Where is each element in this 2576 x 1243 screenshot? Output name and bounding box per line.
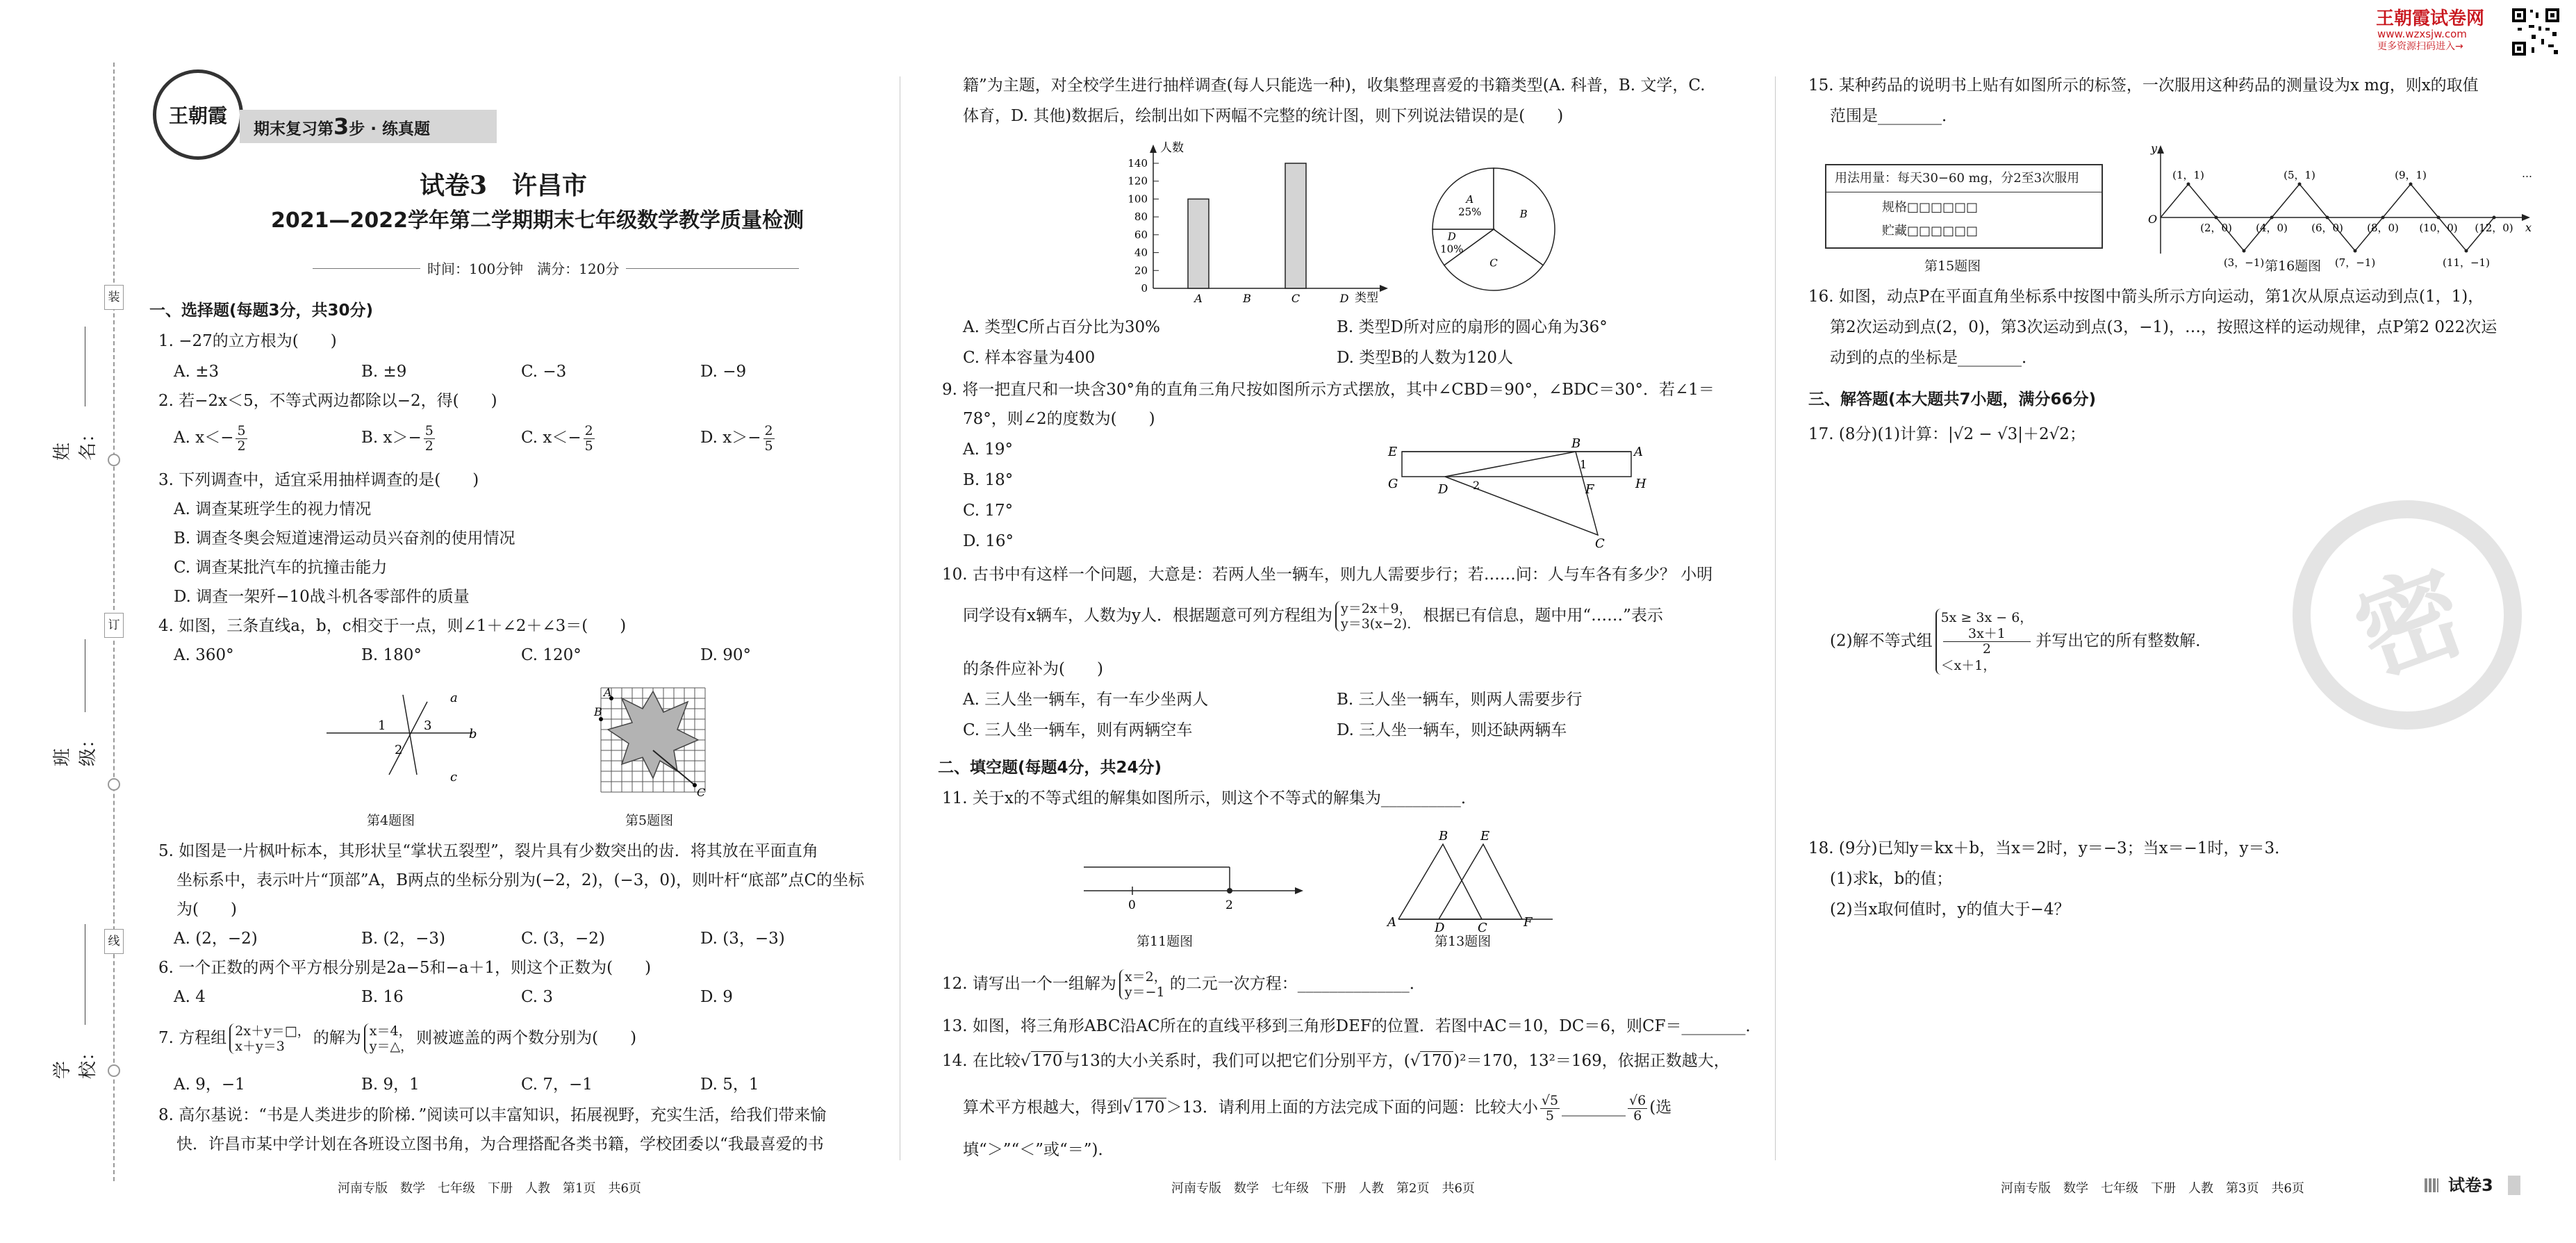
- q3-option-a[interactable]: A. 调查某班学生的视力情况: [174, 500, 372, 518]
- q5-line-3: 为( ): [176, 900, 237, 919]
- q8-option-b[interactable]: B. 类型D所对应的扇形的圆心角为36°: [1337, 318, 1608, 336]
- q9-line-2: 78°，则∠2的度数为( ): [963, 410, 1155, 428]
- q9-label-a: A: [1634, 445, 1643, 459]
- page-tag-icon: [2425, 1178, 2438, 1192]
- q3-option-d[interactable]: D. 调查一架歼−10战斗机各零部件的质量: [174, 588, 470, 606]
- q12-stem: 12. 请写出一个一组解为 x＝2， y＝−1 的二元一次方程：______________．: [942, 969, 1426, 1000]
- q17-part2-answer-area[interactable]: [1808, 674, 2253, 827]
- q16-point: [2381, 216, 2385, 220]
- q5-line-1: 5. 如图是一片枫叶标本，其形状呈“掌状五裂型”，裂片具有少数突出的齿．将其放在平面直角: [158, 842, 818, 860]
- q7-stem: 7. 方程组 2x＋y＝□， x＋y＝3 的解为 x＝4， y＝△， 则被遮盖的两个数分别为( ): [158, 1023, 637, 1054]
- binding-seal-2: 订: [104, 613, 124, 638]
- q16-point-label: (10，0): [2419, 222, 2458, 234]
- q8-pie-chart: [1424, 160, 1563, 299]
- x-axis-arrow-icon: [1380, 285, 1388, 292]
- q6-option-a[interactable]: A. 4: [174, 988, 206, 1006]
- brand-logo-text: 王朝霞: [168, 104, 227, 127]
- q5-option-a[interactable]: A. (2，−2): [174, 930, 258, 948]
- q16-point-label: (5，1): [2284, 169, 2315, 181]
- bar-chart-ytick-label: 120: [1128, 174, 1148, 188]
- q5-option-d[interactable]: D. (3，−3): [700, 930, 785, 948]
- q16-point: [2409, 183, 2413, 186]
- site-title: 王朝霞试卷网: [2376, 8, 2485, 29]
- q16-axis-x: x: [2525, 221, 2532, 234]
- x-axis-arrow-icon: [2522, 214, 2530, 221]
- pie-label: D: [1447, 230, 1456, 243]
- q4-figure-caption: 第4题图: [367, 813, 415, 828]
- q16-ellipsis: …: [2522, 167, 2532, 180]
- q6-option-d[interactable]: D. 9: [700, 988, 733, 1006]
- q16-point-label: (3，−1): [2223, 256, 2265, 269]
- q4-label-c: c: [450, 770, 458, 784]
- q17-part-1: 17. (8分)(1)计算：|√2 − √3|＋2√2；: [1808, 425, 2086, 443]
- q4-option-a[interactable]: A. 360°: [174, 646, 234, 664]
- q10-option-a[interactable]: A. 三人坐一辆车，有一车少坐两人: [963, 691, 1209, 709]
- footer-page-1: 河南专版 数学 七年级 下册 人教 第1页 共6页: [338, 1181, 641, 1196]
- q6-option-b[interactable]: B. 16: [361, 988, 404, 1006]
- q13-figure: [1386, 830, 1601, 935]
- q11-stem: 11. 关于x的不等式组的解集如图所示，则这个不等式的解集为__________．: [942, 789, 1477, 807]
- q9-label-h: H: [1635, 477, 1646, 491]
- q9-option-b[interactable]: B. 18°: [963, 471, 1014, 489]
- q1-stem: 1. −27的立方根为( ): [158, 332, 337, 350]
- q16-point: [2298, 183, 2302, 186]
- q7-option-c[interactable]: C. 7，−1: [521, 1076, 593, 1094]
- q1-option-c[interactable]: C. −3: [521, 363, 567, 381]
- pie-label: B: [1519, 208, 1528, 221]
- pie-label: A: [1466, 192, 1474, 206]
- bar-chart-category-label: A: [1194, 292, 1203, 305]
- q6-stem: 6. 一个正数的两个平方根分别是2a−5和−a＋1，则这个正数为( ): [158, 959, 652, 977]
- q5-option-b[interactable]: B. (2，−3): [361, 930, 446, 948]
- q13-label-b: B: [1439, 829, 1448, 843]
- q16-point-label: (4，0): [2256, 222, 2288, 234]
- q12-answer-blank[interactable]: ______________．: [1297, 975, 1426, 993]
- school-field[interactable]: [52, 924, 99, 1079]
- q17-answer-area[interactable]: [1808, 452, 2253, 591]
- section3-title: 三、解答题(本大题共7小题，满分66分): [1808, 390, 2097, 409]
- q7-option-d[interactable]: D. 5，1: [700, 1076, 759, 1094]
- bar-chart-ytick-label: 100: [1128, 192, 1148, 206]
- q16-point: [2437, 216, 2441, 220]
- q1-option-d[interactable]: D. −9: [700, 363, 747, 381]
- bar-chart-ytick-label: 140: [1128, 157, 1148, 170]
- page-tag-mark: [2508, 1176, 2520, 1195]
- q9-option-a[interactable]: A. 19°: [963, 441, 1013, 459]
- site-note: 更多资源扫码进入→: [2377, 41, 2463, 52]
- q2-stem: 2. 若−2x＜5，不等式两边都除以−2，得( ): [158, 392, 497, 410]
- q16-point: [2326, 216, 2329, 220]
- pie-label: C: [1489, 256, 1498, 270]
- q15-label-storage: 贮藏□□□□□□: [1882, 224, 1979, 238]
- y-axis-arrow-icon: [2157, 145, 2164, 154]
- q16-point: [2270, 216, 2274, 220]
- q5-label-a: A: [604, 686, 612, 699]
- q16-point: [2215, 216, 2218, 220]
- y-axis-arrow-icon: [1150, 145, 1157, 153]
- q8-option-c[interactable]: C. 样本容量为400: [963, 349, 1096, 367]
- section2-title: 二、填空题(每题4分，共24分): [938, 759, 1162, 777]
- q10-option-b[interactable]: B. 三人坐一辆车，则两人需要步行: [1337, 691, 1583, 709]
- bar-chart-xlabel: 类型: [1355, 291, 1378, 305]
- pie-slice: [1433, 168, 1494, 229]
- q9-label-d: D: [1438, 482, 1448, 497]
- q3-option-c[interactable]: C. 调查某批汽车的抗撞击能力: [174, 559, 388, 577]
- bar-chart-category-label: C: [1291, 292, 1301, 305]
- q9-figure: [1382, 438, 1660, 549]
- bar-chart-ytick-label: 20: [1134, 264, 1148, 277]
- q15-line-2: 范围是________．: [1830, 107, 1958, 125]
- q16-line-1: 16. 如图，动点P在平面直角坐标系中按图中箭头所示方向运动，第1次从原点运动到点(1，1)，: [1808, 288, 2484, 306]
- q11-number-line: [1077, 855, 1306, 917]
- q13-label-c: C: [1478, 921, 1487, 935]
- q10-line-1: 10. 古书中有这样一个问题，大意是：若两人坐一辆车，则九人需要步行；若……问：人与车各有多少？ 小明: [942, 566, 1713, 584]
- school-label: 学校：: [52, 1042, 99, 1079]
- q2-option-d[interactable]: D. x＞− $\frac{2}{5}$: [700, 422, 773, 454]
- q4-angle-2: 2: [395, 743, 403, 757]
- bar-A: [1188, 199, 1209, 288]
- q14-answer-blank[interactable]: ________: [1562, 1098, 1626, 1117]
- q6-option-c[interactable]: C. 3: [521, 988, 554, 1006]
- q16-line-3: 动到的点的坐标是________．: [1830, 349, 2038, 367]
- bar-C: [1285, 163, 1306, 288]
- q17-part-2: (2)解不等式组 5x ≥ 3x − 6， 3x＋1 2 ＜x＋1， 并写出它的所有整数解．: [1830, 610, 2212, 673]
- q4-option-b[interactable]: B. 180°: [361, 646, 422, 664]
- q16-point-label: (11，−1): [2443, 256, 2490, 269]
- review-step-band: [240, 110, 497, 143]
- q16-point: [2243, 249, 2246, 253]
- bar-chart-category-label: D: [1339, 292, 1349, 305]
- q16-figure-caption: 第16题图: [2265, 258, 2322, 274]
- q3-option-b[interactable]: B. 调查冬奥会短道速滑运动员兴奋剂的使用情况: [174, 529, 515, 548]
- q11-tick-2: 2: [1225, 898, 1233, 912]
- q9-line-1: 9. 将一把直尺和一块含30°角的直角三角尺按如图所示方式摆放，其中∠CBD＝90°，∠BDC＝30°．若∠1＝: [942, 381, 1715, 399]
- page-tag-text: 试卷3: [2448, 1176, 2493, 1195]
- q9-label-b: B: [1571, 436, 1581, 451]
- q16-point: [2354, 249, 2357, 253]
- q10-option-c[interactable]: C. 三人坐一辆车，则有两辆空车: [963, 721, 1193, 739]
- q5-figure: [594, 681, 712, 799]
- q2-option-c[interactable]: C. x＜− $\frac{2}{5}$: [521, 422, 593, 454]
- q9-label-f: F: [1585, 482, 1594, 497]
- section1-title: 一、选择题(每题3分，共30分): [149, 302, 374, 320]
- q4-figure: [320, 688, 500, 785]
- page-tag: [2425, 1173, 2529, 1198]
- pie-label: 10%: [1440, 242, 1464, 256]
- q14-line-1: 14. 在比较√170与13的大小关系时，我们可以把它们分别平方，(√170)²＝170，13²＝169，依据正数越大，: [942, 1052, 1730, 1070]
- name-label: 姓名：: [52, 424, 99, 461]
- q18-line-3: (2)当x取何值时，y的值大于−4？: [1830, 900, 2070, 919]
- q7-option-b[interactable]: B. 9，1: [361, 1076, 420, 1094]
- class-field[interactable]: [52, 639, 99, 766]
- q9-option-c[interactable]: C. 17°: [963, 502, 1014, 520]
- paper-title: 2021—2022学年第二学期期末七年级数学教学质量检测: [271, 208, 804, 233]
- class-label: 班级：: [52, 730, 99, 766]
- q4-angle-3: 3: [424, 718, 432, 733]
- q7-option-a[interactable]: A. 9，−1: [174, 1076, 245, 1094]
- q13-label-f: F: [1524, 915, 1533, 930]
- bar-chart-ylabel: 人数: [1160, 141, 1184, 155]
- q16-point-label: (1，1): [2172, 169, 2204, 181]
- q10-option-d[interactable]: D. 三人坐一辆车，则还缺两辆车: [1337, 721, 1567, 739]
- q13-label-e: E: [1480, 829, 1490, 843]
- q9-angle-1: 1: [1580, 458, 1587, 471]
- q4-angle-1: 1: [378, 718, 386, 733]
- q15-label-spec: 规格□□□□□□: [1882, 200, 1979, 215]
- q5-label-b: B: [594, 705, 602, 718]
- q16-point: [2465, 249, 2468, 253]
- site-brand[interactable]: [2376, 8, 2508, 58]
- q8-cont-line-2: 体育，D. 其他)数据后，绘制出如下两幅不完整的统计图，则下列说法错误的是( ): [963, 107, 1564, 125]
- q13-label-a: A: [1387, 915, 1396, 930]
- q4-label-a: a: [450, 691, 458, 705]
- q16-point-label: (7，−1): [2334, 256, 2376, 269]
- q15-medicine-label: [1825, 164, 2103, 249]
- q16-point: [2493, 216, 2496, 220]
- q16-axis-y: y: [2151, 142, 2158, 155]
- q4-label-b: b: [469, 727, 477, 741]
- bar-chart-ytick-label: 40: [1134, 246, 1148, 259]
- q16-point-label: (9，1): [2395, 169, 2427, 181]
- q11-answer-blank[interactable]: __________．: [1380, 789, 1477, 807]
- q5-line-2: 坐标系中，表示叶片“顶部”A，B两点的坐标分别为(−2，2)，(−3，0)，则叶杆“底部”点C的坐标: [176, 871, 865, 889]
- q4-option-d[interactable]: D. 90°: [700, 646, 752, 664]
- paper-code: 试卷3 许昌市: [420, 171, 588, 200]
- q10-line-2: 同学设有x辆车，人数为y人．根据题意可列方程组为 y＝2x＋9， y＝3(x−2)． 根据已有信息，题中用“……”表示: [963, 601, 1663, 632]
- bar-chart-ytick-label: 0: [1141, 282, 1148, 295]
- name-field[interactable]: [52, 327, 99, 461]
- binding-hole: [108, 778, 120, 791]
- q14-line-3: 填“＞”“＜”或“＝”)．: [963, 1141, 1114, 1159]
- q2-option-b[interactable]: B. x＞− $\frac{5}{2}$: [361, 422, 434, 454]
- q16-point: [2187, 183, 2190, 186]
- q1-option-b[interactable]: B. ±9: [361, 363, 407, 381]
- q9-label-g: G: [1388, 477, 1398, 491]
- footer-page-3: 河南专版 数学 七年级 下册 人教 第3页 共6页: [2001, 1181, 2304, 1196]
- review-step-text: 期末复习第3步 · 练真题: [254, 113, 431, 140]
- q13-label-d: D: [1435, 921, 1445, 935]
- q5-option-c[interactable]: C. (3，−2): [521, 930, 605, 948]
- footer-page-2: 河南专版 数学 七年级 下册 人教 第2页 共6页: [1171, 1181, 1475, 1196]
- column-divider: [1775, 76, 1776, 1160]
- q15-label-usage: 用法用量：每天30−60 mg，分2至3次服用: [1835, 171, 2080, 186]
- q2-option-a[interactable]: A. x＜− $\frac{5}{2}$: [174, 422, 246, 454]
- q8-option-a[interactable]: A. 类型C所占百分比为30%: [963, 318, 1160, 336]
- q16-line-2: 第2次运动到点(2，0)，第3次运动到点(3，−1)，…，按照这样的运动规律，点P第2 022次运: [1830, 318, 2497, 336]
- binding-seal-1: 装: [104, 285, 124, 310]
- brand-logo: [153, 69, 243, 160]
- q16-point-label: (6，0): [2311, 222, 2343, 234]
- q1-option-a[interactable]: A. ±3: [174, 363, 220, 381]
- bar-chart-ytick-label: 80: [1134, 211, 1148, 224]
- confidential-watermark: 密: [2293, 500, 2522, 730]
- q11-figure-caption: 第11题图: [1137, 934, 1194, 949]
- binding-seal-3: 线: [104, 929, 124, 954]
- binding-hole: [108, 1064, 120, 1077]
- q5-label-c: C: [697, 786, 706, 799]
- q3-stem: 3. 下列调查中，适宜采用抽样调查的是( ): [158, 471, 479, 489]
- pie-label: 25%: [1458, 205, 1482, 218]
- site-url: www.wzxsjw.com: [2377, 28, 2467, 40]
- binding-hole: [108, 454, 120, 466]
- q18-line-1: 18. (9分)已知y＝kx＋b，当x＝2时，y＝−3；当x＝−1时，y＝3．: [1808, 839, 2291, 857]
- q11-tick-0: 0: [1128, 898, 1136, 912]
- q9-label-c: C: [1595, 536, 1605, 551]
- q13-figure-caption: 第13题图: [1435, 934, 1492, 949]
- q9-angle-2: 2: [1473, 479, 1480, 492]
- bar-chart-ytick-label: 60: [1134, 228, 1148, 241]
- q5-figure-caption: 第5题图: [625, 813, 674, 828]
- q13-answer-blank[interactable]: ________．: [1681, 1017, 1762, 1035]
- number-line-arrow-icon: [1295, 887, 1303, 894]
- q14-line-2: 算术平方根越大，得到√170＞13．请利用上面的方法完成下面的问题：比较大小 $\frac{√5}{5}$ ________ $\frac{√6}{6}$ (选: [963, 1092, 1672, 1123]
- paper-meta: 时间：100分钟 满分：120分: [420, 258, 626, 279]
- bar-chart-category-label: B: [1243, 292, 1251, 305]
- q13-stem: 13. 如图，将三角形ABC沿AC所在的直线平移到三角形DEF的位置．若图中AC＝10，DC＝6，则CF＝________．: [942, 1017, 1762, 1035]
- q9-label-e: E: [1388, 445, 1398, 459]
- q16-point-label: (2，0): [2200, 222, 2232, 234]
- q8-option-d[interactable]: D. 类型B的人数为120人: [1337, 349, 1514, 367]
- q4-option-c[interactable]: C. 120°: [521, 646, 581, 664]
- q16-origin: O: [2148, 213, 2158, 226]
- q8-cont-line-1: 籍”为主题，对全校学生进行抽样调查(每人只能选一种)，收集整理喜爱的书籍类型(A. 科普，B. 文学，C.: [963, 76, 1706, 94]
- q8-line-2: 快．许昌市某中学计划在各班设立图书角，为合理搭配各类书籍，学校团委以“我最喜爱的书: [176, 1135, 824, 1153]
- q4-stem: 4. 如图，三条直线a，b，c相交于一点，则∠1＋∠2＋∠3＝( ): [158, 617, 627, 635]
- q15-line-1: 15. 某种药品的说明书上贴有如图所示的标签，一次服用这种药品的测量设为x mg，则x的取值: [1808, 76, 2479, 94]
- q10-line-3: 的条件应补为( ): [963, 660, 1103, 678]
- qr-code-icon[interactable]: [2511, 7, 2561, 57]
- q9-option-d[interactable]: D. 16°: [963, 532, 1014, 550]
- q16-point-label: (12，0): [2475, 222, 2513, 234]
- q18-line-2: (1)求k，b的值；: [1830, 870, 1953, 888]
- q16-point-label: (8，0): [2367, 222, 2399, 234]
- q18-answer-area[interactable]: [1808, 931, 2253, 1153]
- q8-bar-chart: [1112, 139, 1417, 306]
- q8-line-1: 8. 高尔基说：“书是人类进步的阶梯．”阅读可以丰富知识，拓展视野，充实生活，给我们带来愉: [158, 1106, 827, 1124]
- q15-figure-caption: 第15题图: [1924, 258, 1981, 274]
